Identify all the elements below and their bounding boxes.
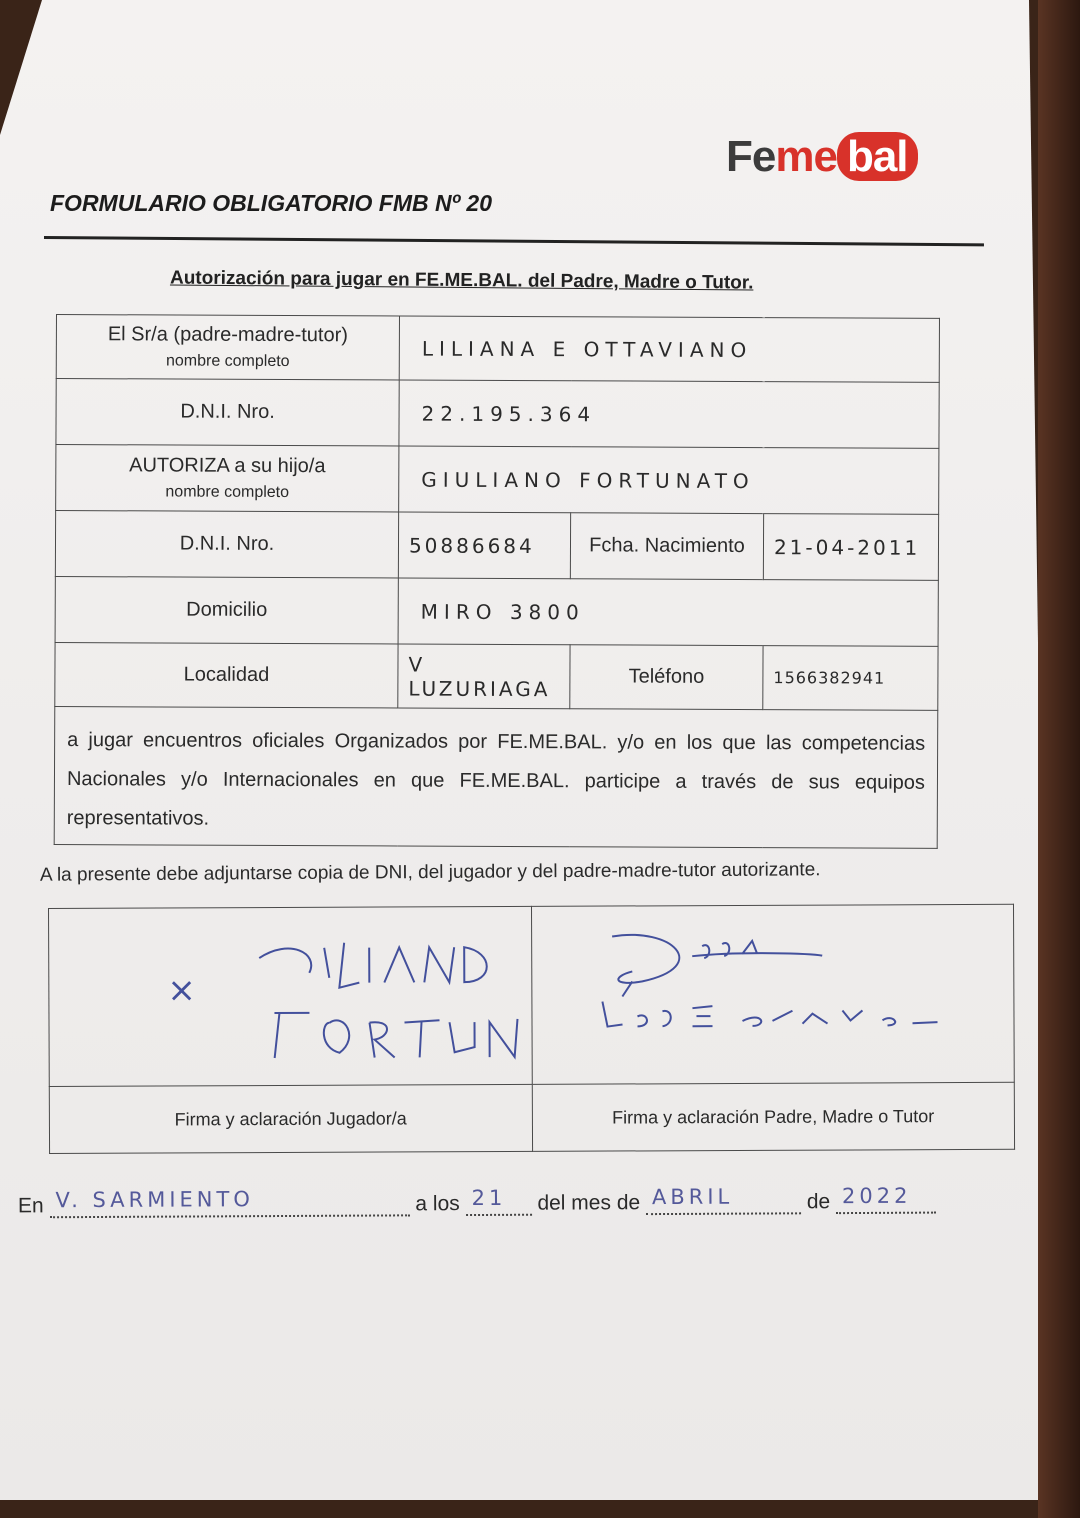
child-dni-field[interactable]: 50886684	[398, 512, 570, 579]
authorization-paragraph: a jugar encuentros oficiales Organizados por FE.ME.BAL. y/o en los que las competencias Nacionales y/o Internacionales en que FE.ME.BAL. participe a través de sus equipos representativos.	[54, 706, 938, 848]
parent-dni-label: D.N.I. Nro.	[56, 379, 399, 446]
parent-label-cell	[56, 315, 399, 380]
city-label: Localidad	[55, 642, 398, 707]
child-dni-label: D.N.I. Nro.	[55, 511, 398, 578]
phone-label: Teléfono	[570, 645, 763, 710]
player-signature-field[interactable]	[49, 906, 532, 1086]
form-title: FORMULARIO OBLIGATORIO FMB Nº 20	[50, 190, 492, 216]
parent-dni-field[interactable]: 22.195.364	[399, 380, 939, 448]
place-field[interactable]	[49, 1187, 409, 1218]
year-field[interactable]	[836, 1183, 936, 1215]
place-value: V. SARMIENTO	[55, 1187, 254, 1213]
en-label: En	[17, 1194, 44, 1218]
attachment-notice: A la presente debe adjuntarse copia de DNI, del jugador y del padre-madre-tutor autorizante.	[39, 859, 821, 886]
child-label: AUTORIZA a su hijo/a	[129, 454, 326, 478]
birth-date-field[interactable]: 21-04-2011	[763, 514, 938, 581]
player-signature-caption: Firma y aclaración Jugador/a	[49, 1084, 532, 1153]
month-field[interactable]	[646, 1184, 801, 1215]
child-sublabel: nombre completo	[165, 483, 290, 502]
day-value: 21	[471, 1185, 507, 1211]
date-place-line	[17, 1183, 936, 1219]
mes-label: del mes de	[537, 1191, 641, 1215]
parent-signature-caption: Firma y aclaración Padre, Madre o Tutor	[532, 1082, 1015, 1151]
authorization-table	[54, 314, 940, 849]
table-edge-background	[1038, 0, 1080, 1518]
phone-field[interactable]: 1566382941	[763, 646, 938, 711]
child-name-field[interactable]: GIULIANO FORTUNATO	[399, 446, 939, 514]
femebal-logo: Feme bal	[726, 132, 918, 182]
year-value: 2022	[841, 1183, 912, 1209]
signature-table	[48, 904, 1015, 1154]
birth-label: Fcha. Nacimiento	[570, 513, 763, 580]
address-label: Domicilio	[55, 576, 398, 643]
child-label-cell	[56, 445, 399, 512]
form-subtitle: Autorización para jugar en FE.ME.BAL. del Padre, Madre o Tutor.	[169, 267, 754, 294]
de-label: de	[806, 1190, 831, 1214]
player-signature-mark: ×	[167, 970, 196, 1011]
player-signature-icon	[249, 927, 540, 1073]
parent-signature-field[interactable]	[531, 904, 1014, 1084]
parent-name-field[interactable]: LILIANA E OTTAVIANO	[399, 316, 939, 382]
address-field[interactable]: MIRO 3800	[398, 578, 938, 646]
day-field[interactable]	[466, 1185, 532, 1216]
parent-signature-icon	[592, 925, 972, 1037]
parent-sublabel: nombre completo	[165, 352, 290, 371]
a-los-label: a los	[415, 1192, 460, 1216]
month-value: ABRIL	[651, 1184, 734, 1210]
parent-label: El Sr/a (padre-madre-tutor)	[107, 323, 348, 347]
city-field[interactable]: V LUZURIAGA	[398, 644, 570, 709]
